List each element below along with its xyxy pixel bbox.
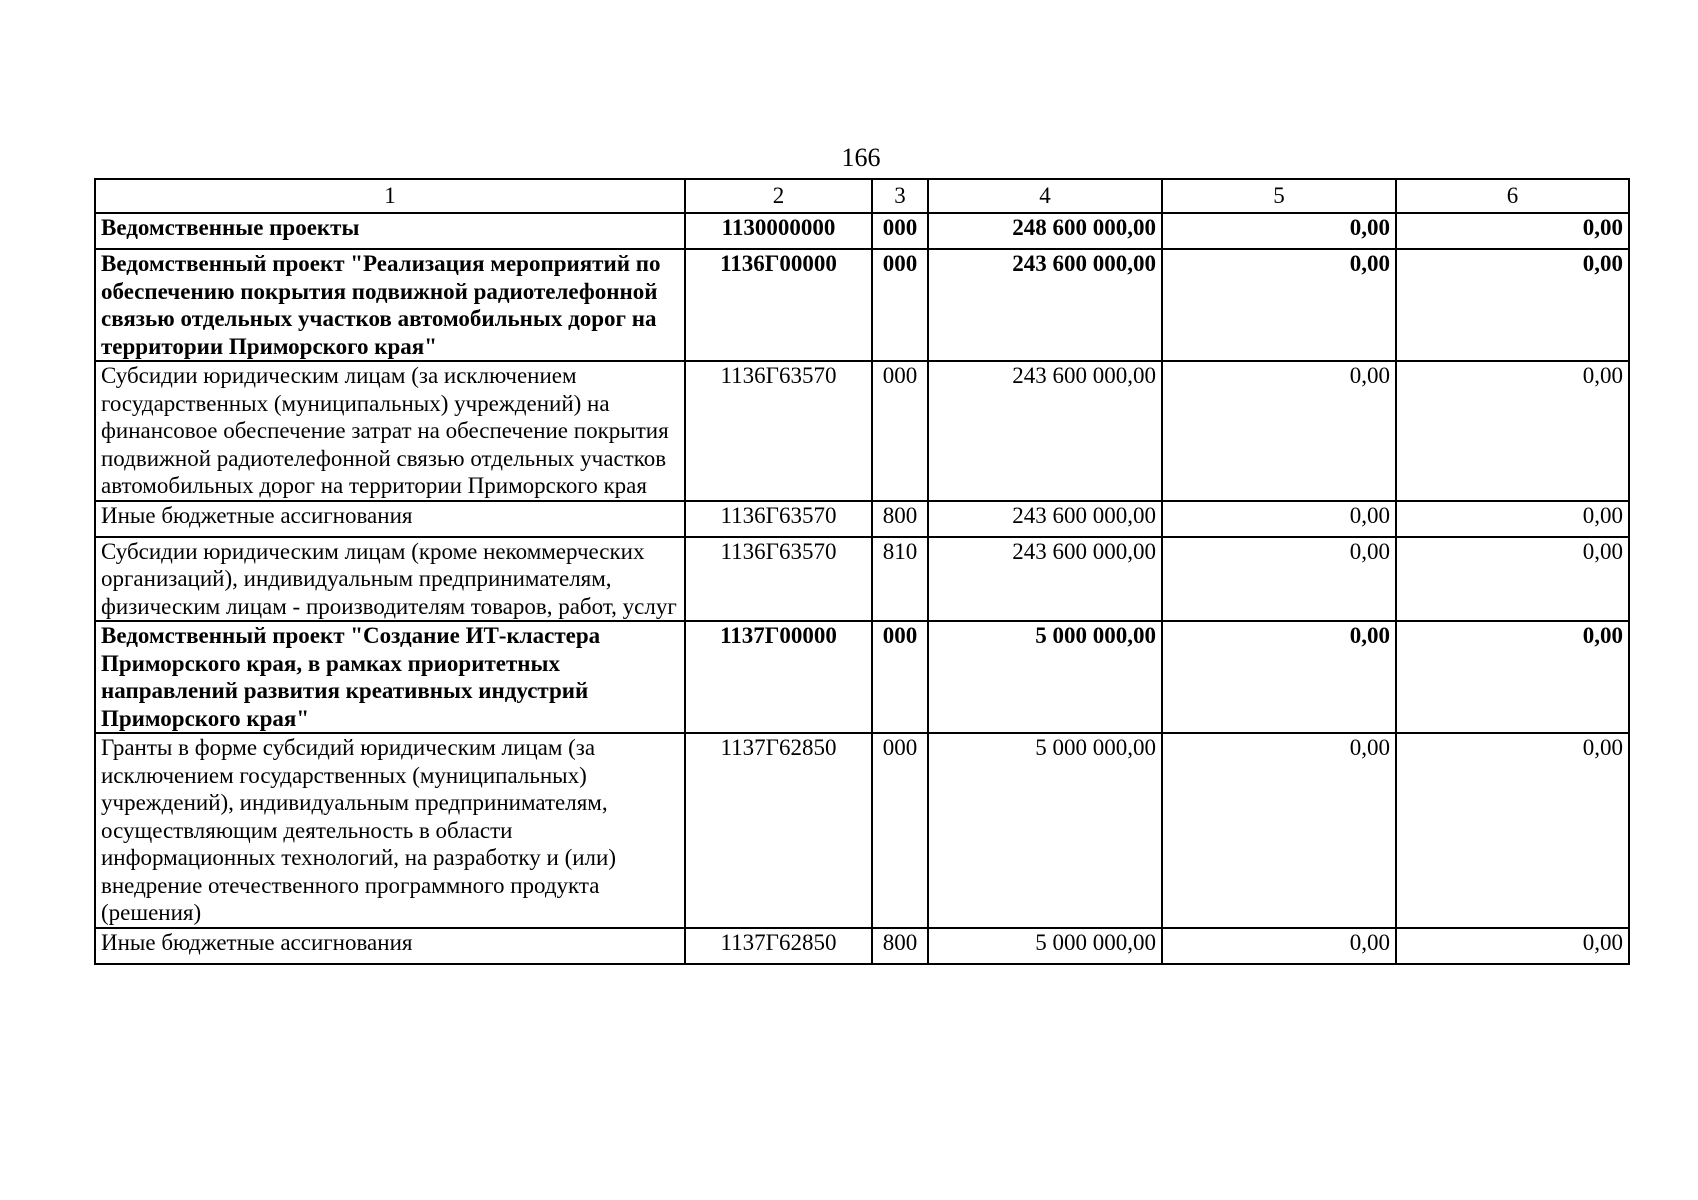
- column-header: 1: [95, 179, 685, 213]
- table-row: [95, 213, 1629, 249]
- row-amount-4: 243 600 000,00: [928, 501, 1162, 537]
- row-amount-4: 5 000 000,00: [928, 928, 1162, 964]
- row-type: 800: [872, 501, 928, 537]
- row-amount-5: 0,00: [1162, 537, 1396, 622]
- column-header: 3: [872, 179, 928, 213]
- page-number: 166: [841, 143, 881, 172]
- row-code: 1130000000: [685, 213, 872, 249]
- table-row: [95, 249, 1629, 361]
- row-amount-6: 0,00: [1396, 501, 1629, 537]
- row-code: 1136Г63570: [685, 537, 872, 622]
- row-amount-5: 0,00: [1162, 733, 1396, 928]
- row-type: 000: [872, 733, 928, 928]
- budget-table: [94, 178, 1630, 965]
- row-amount-5: 0,00: [1162, 928, 1396, 964]
- row-code: 1136Г63570: [685, 501, 872, 537]
- row-amount-4: 243 600 000,00: [928, 537, 1162, 622]
- row-amount-6: 0,00: [1396, 928, 1629, 964]
- table-row: [95, 928, 1629, 964]
- row-name: Ведомственные проекты: [95, 213, 685, 249]
- row-code: 1137Г00000: [685, 621, 872, 733]
- row-type: 810: [872, 537, 928, 622]
- row-amount-5: 0,00: [1162, 501, 1396, 537]
- row-code: 1137Г62850: [685, 733, 872, 928]
- row-amount-5: 0,00: [1162, 621, 1396, 733]
- row-code: 1136Г63570: [685, 361, 872, 501]
- column-header: 5: [1162, 179, 1396, 213]
- row-type: 000: [872, 361, 928, 501]
- table-row: [95, 733, 1629, 928]
- row-name: Ведомственный проект "Реализация мероприятий по обеспечению покрытия подвижной радиотелефонной связью отдельных участков автомобильных дорог на территории Приморского края": [95, 249, 685, 361]
- column-header: 6: [1396, 179, 1629, 213]
- column-header: 4: [928, 179, 1162, 213]
- column-header-row: [95, 179, 1629, 213]
- table-row: [95, 361, 1629, 501]
- row-type: 800: [872, 928, 928, 964]
- row-name: Субсидии юридическим лицам (кроме некоммерческих организаций), индивидуальным предпринимателям, физическим лицам - производителям товаров, работ, услуг: [95, 537, 685, 622]
- row-name: Субсидии юридическим лицам (за исключением государственных (муниципальных) учреждений) на финансовое обеспечение затрат на обеспечение покрытия подвижной радиотелефонной связью отдельных участков автомобильных дорог на территории Приморского края: [95, 361, 685, 501]
- row-amount-4: 248 600 000,00: [928, 213, 1162, 249]
- table-row: [95, 537, 1629, 622]
- row-code: 1137Г62850: [685, 928, 872, 964]
- column-header: 2: [685, 179, 872, 213]
- row-name: Ведомственный проект "Создание ИТ-кластера Приморского края, в рамках приоритетных направлений развития креативных индустрий Приморского края": [95, 621, 685, 733]
- row-amount-4: 243 600 000,00: [928, 249, 1162, 361]
- row-amount-6: 0,00: [1396, 621, 1629, 733]
- table-row: [95, 501, 1629, 537]
- row-name: Иные бюджетные ассигнования: [95, 501, 685, 537]
- row-code: 1136Г00000: [685, 249, 872, 361]
- row-amount-4: 5 000 000,00: [928, 733, 1162, 928]
- row-name: Иные бюджетные ассигнования: [95, 928, 685, 964]
- row-type: 000: [872, 621, 928, 733]
- table-row: [95, 621, 1629, 733]
- row-amount-6: 0,00: [1396, 361, 1629, 501]
- row-amount-6: 0,00: [1396, 733, 1629, 928]
- row-amount-5: 0,00: [1162, 361, 1396, 501]
- row-amount-4: 5 000 000,00: [928, 621, 1162, 733]
- row-amount-5: 0,00: [1162, 249, 1396, 361]
- row-name: Гранты в форме субсидий юридическим лицам (за исключением государственных (муниципальных) учреждений), индивидуальным предпринимателям, осуществляющим деятельность в области информационных технологий, на разработку и (или) внедрение отечественного программного продукта (решения): [95, 733, 685, 928]
- row-type: 000: [872, 249, 928, 361]
- row-amount-6: 0,00: [1396, 213, 1629, 249]
- row-amount-6: 0,00: [1396, 249, 1629, 361]
- row-amount-5: 0,00: [1162, 213, 1396, 249]
- row-type: 000: [872, 213, 928, 249]
- row-amount-4: 243 600 000,00: [928, 361, 1162, 501]
- row-amount-6: 0,00: [1396, 537, 1629, 622]
